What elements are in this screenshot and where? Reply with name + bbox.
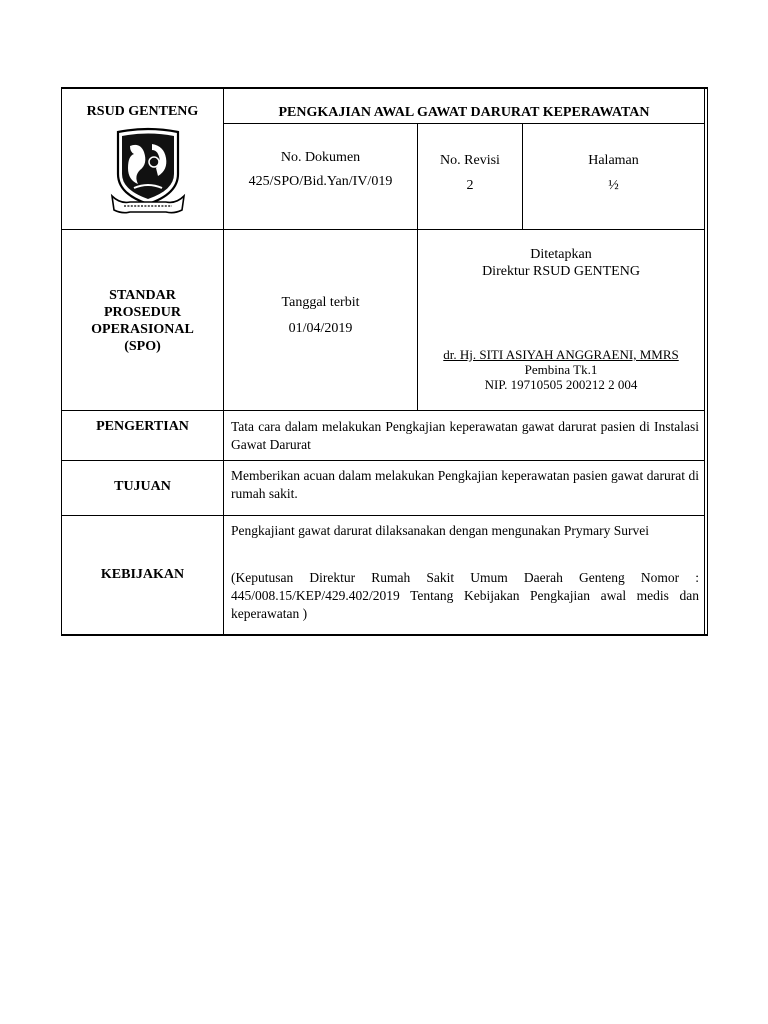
doc-number-label: No. Dokumen: [280, 150, 361, 165]
issue-date-label: Tanggal terbit: [281, 295, 360, 310]
revision-label: No. Revisi: [440, 153, 500, 168]
kebijakan-text-1: Pengkajiant gawat darurat dilaksanakan dengan mengunakan Prymary Survei: [231, 523, 649, 538]
set-by: Direktur RSUD GENTENG: [482, 264, 640, 279]
kebijakan-text-2: (Keputusan Direktur Rumah Sakit Umum Daerah Genteng Nomor : 445/008.15/KEP/429.402/2019 Tentang Kebijakan Pengkajian awal medis dan keperawatan ): [231, 570, 699, 621]
official-name: dr. Hj. SITI ASIYAH ANGGRAENI, MMRS: [443, 347, 679, 362]
tujuan-label: TUJUAN: [114, 479, 171, 494]
pengertian-label: PENGERTIAN: [96, 419, 189, 434]
set-label: Ditetapkan: [530, 247, 592, 262]
spo-label-line4: (SPO): [124, 339, 161, 354]
tujuan-text: Memberikan acuan dalam melakukan Pengkajian keperawatan pasien gawat darurat di rumah sakit.: [231, 468, 699, 501]
spo-label-line2: PROSEDUR: [103, 305, 181, 320]
official-rank: Pembina Tk.1: [524, 362, 598, 377]
revision-value: 2: [466, 178, 474, 193]
kebijakan-label: KEBIJAKAN: [100, 567, 185, 582]
document-title: PENGKAJIAN AWAL GAWAT DARURAT KEPERAWATAN: [278, 105, 650, 120]
page-value: ½: [608, 178, 619, 193]
pengertian-text: Tata cara dalam melakukan Pengkajian keperawatan gawat darurat pasien di Instalasi Gawat Darurat: [231, 419, 699, 452]
official-nip: NIP. 19710505 200212 2 004: [484, 377, 638, 392]
hospital-name: RSUD GENTENG: [86, 104, 199, 119]
banyuwangi-regency-emblem-icon: [110, 124, 186, 216]
spo-label-line1: STANDAR: [109, 288, 176, 303]
spo-label: [62, 287, 223, 355]
issue-date-value: 01/04/2019: [288, 321, 353, 336]
doc-number-value: 425/SPO/Bid.Yan/IV/019: [248, 174, 393, 189]
spo-label-line3: OPERASIONAL: [91, 322, 194, 337]
page-label: Halaman: [588, 153, 639, 168]
